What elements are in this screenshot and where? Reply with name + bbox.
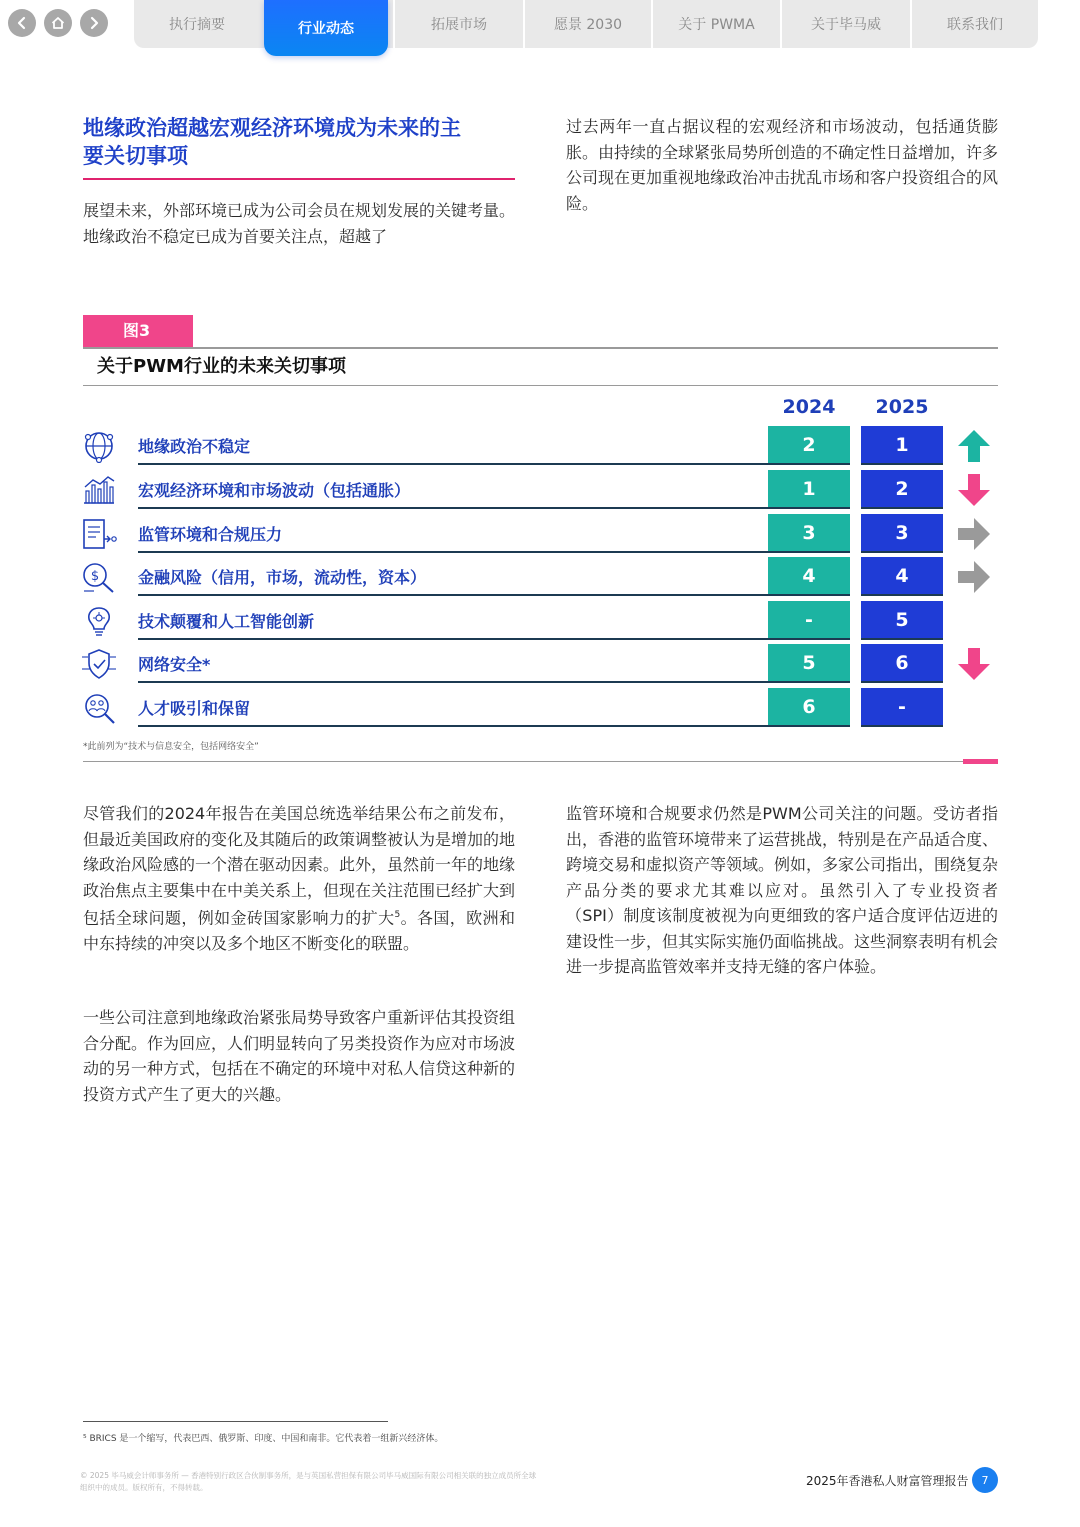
concern-row bbox=[80, 644, 960, 684]
concern-label: 金融风险（信用，市场，流动性，资本） bbox=[138, 568, 427, 587]
concern-label: 宏观经济环境和市场波动（包括通胀） bbox=[138, 481, 411, 500]
rank-2025-cell: 4 bbox=[861, 557, 943, 594]
concern-label: 网络安全* bbox=[138, 655, 211, 674]
year-header-2024: 2024 bbox=[782, 396, 836, 418]
paragraph-text: 。各国，欧洲和中东持续的冲突以及多个地区不断变化的联盟。 bbox=[83, 908, 515, 953]
tab-expand-markets[interactable]: 拓展市场 bbox=[431, 17, 487, 33]
row-divider bbox=[138, 638, 770, 640]
tab-about-pwma[interactable]: 关于 PWMA bbox=[678, 17, 755, 33]
cell-underline bbox=[861, 725, 943, 727]
arrow-down-icon bbox=[956, 472, 992, 508]
financial-risk-icon bbox=[80, 560, 118, 594]
rank-2024-cell: - bbox=[768, 601, 850, 638]
arrow-right-icon bbox=[956, 559, 992, 595]
page-number: 7 bbox=[972, 1467, 998, 1493]
home-icon bbox=[50, 15, 66, 31]
tab-contact-us[interactable]: 联系我们 bbox=[947, 17, 1003, 33]
concern-row bbox=[80, 470, 960, 510]
figure-top-rule bbox=[83, 347, 998, 349]
intro-left-paragraph: 展望未来，外部环境已成为公司会员在规划发展的关键考量。地缘政治不稳定已成为首要关注点，超越了 bbox=[83, 201, 516, 246]
tab-vision-2030[interactable]: 愿景 2030 bbox=[553, 17, 623, 33]
back-button[interactable] bbox=[8, 9, 36, 37]
tab-executive-summary[interactable]: 执行摘要 bbox=[169, 17, 225, 33]
cell-underline bbox=[861, 594, 943, 596]
cell-underline bbox=[768, 638, 850, 640]
concern-label: 地缘政治不稳定 bbox=[138, 437, 251, 456]
cell-underline bbox=[861, 551, 943, 553]
concern-label: 技术颠覆和人工智能创新 bbox=[138, 612, 315, 631]
body-left-paragraph-2: 一些公司注意到地缘政治紧张局势导致客户重新评估其投资组合分配。作为回应，人们明显转向了另类投资作为应对市场波动的另一种方式，包括在不确定的环境中对私人信贷这种新的投资方式产生了更大的兴趣。 bbox=[83, 1008, 516, 1104]
row-divider bbox=[138, 594, 770, 596]
footnote: ⁵ BRICS 是一个缩写，代表巴西、俄罗斯、印度、中国和南非。它代表着一组新兴经济体。 bbox=[83, 1434, 444, 1444]
cell-underline bbox=[861, 463, 943, 465]
ai-lightbulb-icon bbox=[80, 604, 118, 638]
rank-2025-cell: 3 bbox=[861, 514, 943, 551]
tab-industry-trends[interactable]: 行业动态 bbox=[264, 0, 388, 56]
footnote-rule bbox=[83, 1421, 388, 1422]
footnote-ref[interactable]: 5 bbox=[394, 910, 401, 920]
row-divider bbox=[138, 463, 770, 465]
concern-row bbox=[80, 426, 960, 466]
concern-row bbox=[80, 557, 960, 597]
figure-title-rule bbox=[83, 385, 998, 386]
cell-underline bbox=[768, 507, 850, 509]
rank-2025-cell: 2 bbox=[861, 470, 943, 507]
bar-chart-icon bbox=[80, 473, 118, 507]
cell-underline bbox=[861, 638, 943, 640]
svg-text:$: $ bbox=[90, 569, 100, 584]
arrow-up-icon bbox=[956, 428, 992, 464]
cell-underline bbox=[768, 551, 850, 553]
row-divider bbox=[138, 681, 770, 683]
paragraph-text: 尽管我们的2024年报告在美国总统选举结果公布之前发布，但最近美国政府的变化及其随后的政策调整被认为是增加的地缘政治风险感的一个潜在驱动因素。此外，虽然前一年的地缘政治焦点主要集中在中美关系上，但现在关注范围已经扩大到包括全球问题，例如金砖国家影响力的扩大 bbox=[83, 804, 516, 928]
cell-underline bbox=[768, 681, 850, 683]
rank-2024-cell: 3 bbox=[768, 514, 850, 551]
rank-2025-cell: 6 bbox=[861, 644, 943, 681]
rank-2025-cell: 5 bbox=[861, 601, 943, 638]
cell-underline bbox=[861, 681, 943, 683]
cell-underline bbox=[768, 463, 850, 465]
concern-row bbox=[80, 601, 960, 641]
tab-about-kpmg[interactable]: 关于毕马威 bbox=[811, 17, 881, 33]
copyright-notice bbox=[80, 1470, 640, 1494]
year-header-2025: 2025 bbox=[875, 396, 929, 418]
cyber-shield-icon bbox=[80, 647, 118, 681]
rank-2024-cell: 6 bbox=[768, 688, 850, 725]
cell-underline bbox=[861, 507, 943, 509]
section-heading bbox=[83, 114, 515, 170]
report-title: 2025年香港私人财富管理报告 bbox=[806, 1474, 969, 1488]
home-button[interactable] bbox=[44, 9, 72, 37]
forward-button[interactable] bbox=[80, 9, 108, 37]
arrow-right-icon bbox=[956, 516, 992, 552]
figure-tag: 图3 bbox=[83, 315, 193, 347]
concern-label: 监管环境和合规压力 bbox=[138, 525, 283, 544]
concern-row bbox=[80, 514, 960, 554]
row-divider bbox=[138, 551, 770, 553]
body-left-paragraph-1 bbox=[83, 801, 515, 956]
figure-bottom-rule bbox=[83, 761, 998, 762]
heading-underline bbox=[83, 178, 515, 180]
cell-underline bbox=[768, 594, 850, 596]
compliance-document-icon bbox=[80, 517, 118, 551]
heading-line: 要关切事项 bbox=[83, 144, 188, 168]
figure-title: 关于PWM行业的未来关切事项 bbox=[97, 356, 346, 377]
body-right-paragraph-1: 监管环境和合规要求仍然是PWM公司关注的问题。受访者指出，香港的监管环境带来了运营挑战，特别是在产品适合度、跨境交易和虚拟资产等领域。例如，多家公司指出，围绕复杂产品分类的要求尤其难以应对。虽然引入了专业投资者（SPI）制度该制度被视为向更细致的客户适合度评估迈进的建设性一步，但其实际实施仍面临挑战。这些洞察表明有机会进一步提高监管效率并支持无缝的客户体验。 bbox=[566, 804, 999, 976]
rank-2024-cell: 5 bbox=[768, 644, 850, 681]
rank-2024-cell: 2 bbox=[768, 426, 850, 463]
arrow-down-icon bbox=[956, 646, 992, 682]
cell-underline bbox=[768, 725, 850, 727]
row-divider bbox=[138, 725, 770, 727]
heading-line: 地缘政治超越宏观经济环境成为未来的主 bbox=[83, 116, 461, 140]
globe-network-icon bbox=[80, 429, 118, 463]
concern-row bbox=[80, 688, 960, 728]
rank-2025-cell: - bbox=[861, 688, 943, 725]
copyright-line: © 2025 毕马威会计师事务所 — 香港特别行政区合伙制事务所，是与英国私营担保有限公司毕马威国际有限公司相关联的独立成员所全球 bbox=[80, 1471, 537, 1480]
copyright-line: 组织中的成员。版权所有，不得转载。 bbox=[80, 1483, 208, 1492]
chevron-left-icon bbox=[14, 15, 30, 31]
concern-label: 人才吸引和保留 bbox=[138, 699, 251, 718]
chevron-right-icon bbox=[86, 15, 102, 31]
row-divider bbox=[138, 507, 770, 509]
rank-2025-cell: 1 bbox=[861, 426, 943, 463]
figure-accent-bar bbox=[963, 759, 998, 764]
rank-2024-cell: 1 bbox=[768, 470, 850, 507]
intro-right-paragraph: 过去两年一直占据议程的宏观经济和市场波动，包括通货膨胀。由持续的全球紧张局势所创造的不确定性日益增加，许多公司现在更加重视地缘政治冲击扰乱市场和客户投资组合的风险。 bbox=[566, 117, 999, 213]
rank-2024-cell: 4 bbox=[768, 557, 850, 594]
figure-note: *此前列为“技术与信息安全，包括网络安全” bbox=[83, 742, 259, 752]
talent-search-icon bbox=[80, 691, 118, 725]
